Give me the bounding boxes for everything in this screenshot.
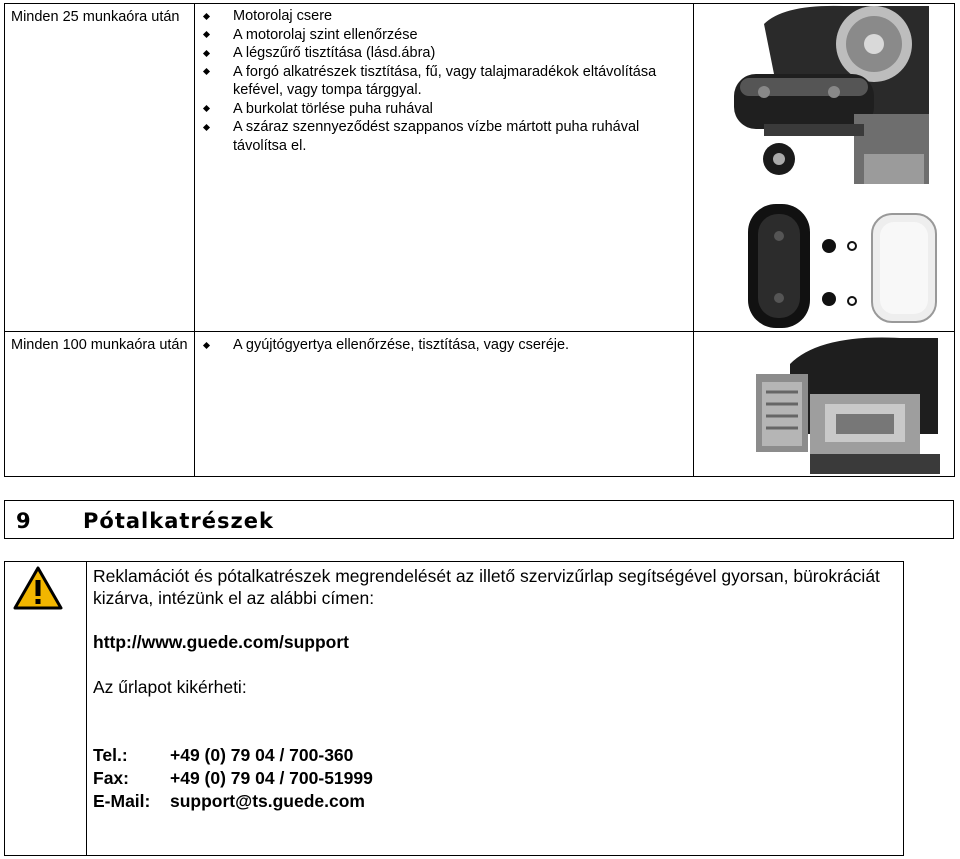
fax-value: +49 (0) 79 04 / 700-51999 [170,768,373,788]
list-item: A burkolat törlése puha ruhával [195,100,693,119]
contact-label: E-Mail: [93,791,151,811]
engine-air-filter-image [724,4,934,189]
support-notice-box [4,561,904,856]
phone-value: +49 (0) 79 04 / 700-360 [170,745,354,765]
section-title: Pótalkatrészek [83,509,274,533]
warning-triangle-icon [13,566,63,610]
form-text: Az űrlapot kikérheti: [93,677,247,697]
interval-cell-25h [5,4,194,26]
maintenance-table [4,3,955,477]
interval-label: Minden 25 munkaóra után [11,9,180,25]
air-filter-image-cell [694,4,954,331]
contact-phone [93,745,353,766]
contact-fax [93,768,373,789]
section-heading [4,500,954,539]
engine-spark-plug-image [750,334,940,474]
interval-cell-100h [5,332,194,354]
interval-label: Minden 100 munkaóra után [11,337,188,353]
list-item: A száraz szennyeződést szappanos vízbe mártott puha ruhával távolítsa el. [195,118,693,155]
air-filter-parts-image [744,202,944,330]
spark-plug-image-cell [694,332,954,476]
contact-label: Fax: [93,768,129,788]
list-item: A motorolaj szint ellenőrzése [195,26,693,45]
contact-label: Tel.: [93,745,128,765]
notice-intro: Reklamációt és pótalkatrészek megrendelését az illető szervizűrlap segítségével gyorsan, bürokráciát kizárva, intézünk el az alábbi címen: [93,566,880,608]
notice-divider [86,562,87,855]
section-number: 9 [16,509,32,533]
list-item: A gyújtógyertya ellenőrzése, tisztítása, vagy cseréje. [195,336,693,355]
task-list-cell [195,336,693,355]
task-list [195,336,693,355]
support-url[interactable]: http://www.guede.com/support [93,632,350,652]
task-list-cell [195,7,693,155]
email-value[interactable]: support@ts.guede.com [170,791,365,811]
list-item: A forgó alkatrészek tisztítása, fű, vagy talajmaradékok eltávolítása kefével, vagy tompa tárggyal. [195,63,693,100]
list-item: A légszűrő tisztítása (lásd.ábra) [195,44,693,63]
contact-email [93,791,365,812]
task-list [195,7,693,155]
list-item: Motorolaj csere [195,7,693,26]
